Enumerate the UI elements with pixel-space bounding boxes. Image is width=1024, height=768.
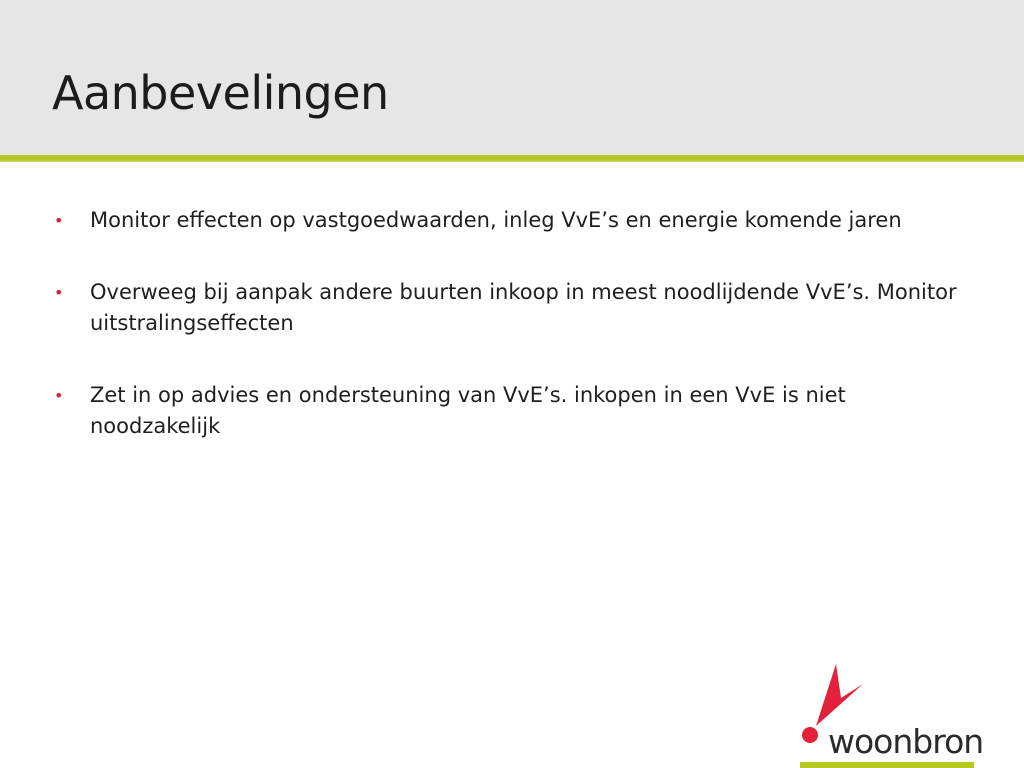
bullet-list [52, 205, 982, 483]
list-item [52, 277, 982, 339]
bullet-text: Overweeg bij aanpak andere buurten inkoop in meest noodlijdende VvE’s. Monitor uitstralingseffecten [90, 280, 957, 335]
accent-divider [0, 155, 1024, 162]
woonbron-logo [800, 664, 984, 768]
page-title: Aanbevelingen [52, 66, 389, 120]
bullet-icon: • [54, 283, 64, 302]
list-item [52, 205, 982, 236]
bullet-text: Zet in op advies en ondersteuning van VvE’s. inkopen in een VvE is niet noodzakelijk [90, 383, 846, 438]
bullet-text: Monitor effecten op vastgoedwaarden, inleg VvE’s en energie komende jaren [90, 208, 902, 232]
logo-wordmark: woonbron [828, 722, 984, 761]
bullet-icon: • [54, 386, 64, 405]
list-item [52, 380, 982, 442]
bullet-icon: • [54, 211, 64, 230]
logo-dot-shape [802, 727, 818, 743]
logo-arrow-shape [816, 664, 863, 726]
logo-underline-bar [800, 762, 974, 768]
title-banner [0, 0, 1024, 155]
